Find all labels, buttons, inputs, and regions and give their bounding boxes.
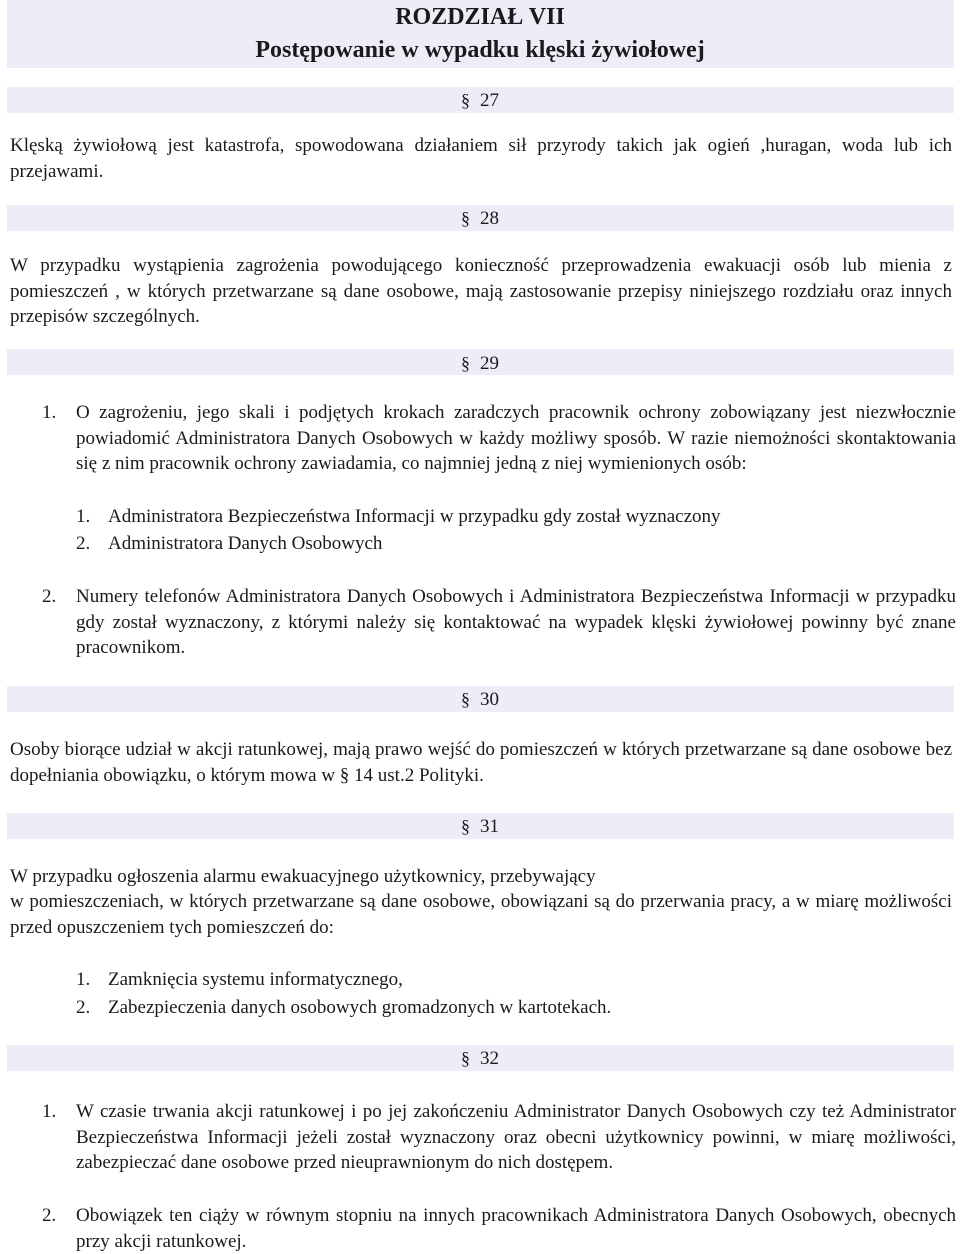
section-heading-29 <box>0 351 960 377</box>
section-31-intro: W przypadku ogłoszenia alarmu ewakuacyjnego użytkownicy, przebywający <box>10 866 596 887</box>
section-heading-30 <box>0 687 960 713</box>
section-31-sub1-number: 1. <box>76 969 91 990</box>
section-heading-28 <box>0 206 960 232</box>
section-sign: § <box>461 689 470 709</box>
section-29-sub1-number: 1. <box>76 506 91 527</box>
section-31-sub2-number: 2. <box>76 997 91 1018</box>
section-heading-32 <box>0 1046 960 1072</box>
section-29-sub2-text: Administratora Danych Osobowych <box>108 533 383 554</box>
section-30-text: Osoby biorące udział w akcji ratunkowej, mają prawo wejść do pomieszczeń w których przetwarzane są dane osobowe bez dopełniania obowiązku, o którym mowa w § 14 ust.2 Polityki. <box>10 739 952 786</box>
section-32-item2-number: 2. <box>42 1205 57 1226</box>
section-29-item2-text: Numery telefonów Administratora Danych Osobowych i Administratora Bezpieczeństwa Informacji w przypadku gdy został wyznaczony, z którymi należy się kontaktować na wypadek klęski żywiołowej powinny być znane pracownikom. <box>76 586 956 658</box>
section-number: 30 <box>480 689 499 710</box>
section-sign: § <box>461 353 470 373</box>
section-number: 31 <box>480 816 499 837</box>
section-32-item1-number: 1. <box>42 1101 57 1122</box>
section-sign: § <box>461 1048 470 1068</box>
section-sign: § <box>461 816 470 836</box>
section-31-sub1-text: Zamknięcia systemu informatycznego, <box>108 969 403 990</box>
section-number: 27 <box>480 90 499 111</box>
section-heading-31 <box>0 814 960 840</box>
chapter-title: ROZDZIAŁ VII <box>395 4 565 30</box>
section-number: 29 <box>480 353 499 374</box>
section-28-text: W przypadku wystąpienia zagrożenia powodującego konieczność przeprowadzenia ewakuacji osób lub mienia z pomieszczeń , w których przetwarzane są dane osobowe, mają zastosowanie przepisy niniejszego rozdziału oraz innych przepisów szczególnych. <box>10 255 952 327</box>
section-31-sub2-text: Zabezpieczenia danych osobowych gromadzonych w kartotekach. <box>108 997 612 1018</box>
section-31-text: w pomieszczeniach, w których przetwarzane są dane osobowe, obowiązani są do przerwania pracy, a w miarę możliwości przed opuszczeniem tych pomieszczeń do: <box>10 891 952 938</box>
chapter-subtitle: Postępowanie w wypadku klęski żywiołowej <box>255 37 705 63</box>
section-29-sub1-text: Administratora Bezpieczeństwa Informacji w przypadku gdy został wyznaczony <box>108 506 721 527</box>
section-29-item2-number: 2. <box>42 586 57 607</box>
section-number: 32 <box>480 1048 499 1069</box>
section-number: 28 <box>480 208 499 229</box>
section-29-sub2-number: 2. <box>76 533 91 554</box>
section-sign: § <box>461 208 470 228</box>
section-27-text: Klęską żywiołową jest katastrofa, spowodowana działaniem sił przyrody takich jak ogień ,huragan, woda lub ich przejawami. <box>10 135 952 182</box>
section-heading-27 <box>0 88 960 114</box>
section-29-item1-number: 1. <box>42 402 57 423</box>
section-32-item1-text: W czasie trwania akcji ratunkowej i po jej zakończeniu Administrator Danych Osobowych czy też Administrator Bezpieczeństwa Informacji jeżeli został wyznaczony oraz obecni użytkownicy powinni, w miarę możliwości, zabezpieczać dane osobowe przed nieuprawnionym do nich dostępem. <box>76 1101 956 1173</box>
section-sign: § <box>461 90 470 110</box>
section-32-item2-text: Obowiązek ten ciąży w równym stopniu na innych pracownikach Administratora Danych Osobowych, obecnych przy akcji ratunkowej. <box>76 1205 956 1252</box>
section-29-item1-text: O zagrożeniu, jego skali i podjętych krokach zaradczych pracownik ochrony zobowiązany jest niezwłocznie powiadomić Administratora Danych Osobowych w każdy możliwy sposób. W razie niemożności skontaktowania się z nim pracownik ochrony zawiadamia, co najmniej jedną z niej wymienionych osób: <box>76 402 956 474</box>
